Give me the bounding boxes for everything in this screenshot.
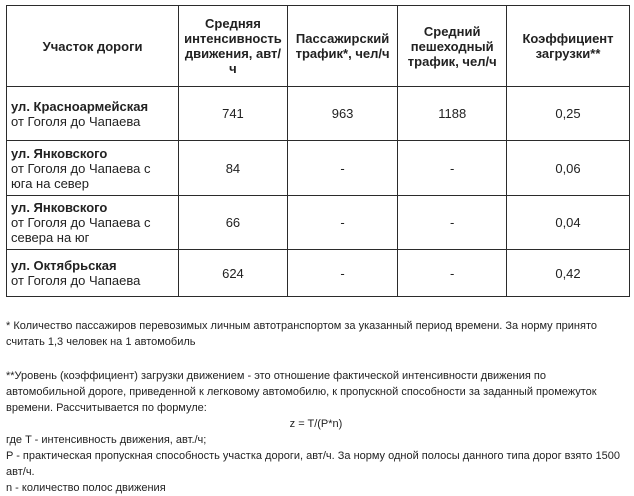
header-section: Участок дороги (7, 6, 179, 87)
header-passenger: Пассажирский трафик*, чел/ч (287, 6, 398, 87)
table-row (7, 141, 630, 196)
footnotes (6, 318, 626, 496)
street-segment: от Гоголя до Чапаева с юга на север (11, 160, 151, 191)
street-name: ул. Красноармейская (11, 98, 149, 114)
load-cell: 0,04 (507, 196, 630, 250)
passenger-cell: - (287, 250, 398, 297)
load-formula: z = T/(P*n) (289, 418, 343, 430)
passenger-footnote-block (6, 318, 626, 350)
pedestrian-cell: 1188 (398, 87, 507, 141)
passenger-cell: - (287, 141, 398, 196)
definition-t: где T - интенсивность движения, авт./ч; (6, 434, 207, 446)
street-name: ул. Октябрьская (11, 258, 117, 273)
pedestrian-cell: - (398, 196, 507, 250)
table-row (7, 87, 630, 141)
passenger-cell: 963 (287, 87, 398, 141)
street-segment: от Гоголя до Чапаева с севера на юг (11, 215, 151, 245)
intensity-cell: 66 (179, 196, 288, 250)
intensity-cell: 741 (179, 87, 288, 141)
table-row (7, 196, 630, 250)
load-cell: 0,06 (507, 141, 630, 196)
load-cell: 0,42 (507, 250, 630, 297)
street-segment: от Гоголя до Чапаева (11, 113, 141, 129)
intensity-cell: 84 (179, 141, 288, 196)
definition-p: P - практическая пропускная способность участка дороги, авт/ч. За норму одной полосы данного типа дорог взято 1500 авт/ч. (6, 450, 620, 478)
table-header-row (7, 6, 630, 87)
load-footnote: **Уровень (коэффициент) загрузки движением - это отношение фактической интенсивности движения по автомобильной дороге, приведенной к легковому автомобилю, к пропускной способности за заданный промежуток времени. Рассчитывается по формуле: (6, 370, 597, 414)
traffic-table-container (6, 5, 630, 297)
passenger-footnote: * Количество пассажиров перевозимых личным автотранспортом за указанный период времени. За норму принято считать 1,3 человек на 1 автомобиль (6, 320, 597, 348)
header-intensity: Средняя интенсивность движения, авт/ч (179, 6, 288, 87)
passenger-cell: - (287, 196, 398, 250)
street-name: ул. Янковского (11, 200, 108, 215)
definition-n: n - количество полос движения (6, 482, 166, 494)
header-pedestrian: Средний пешеходный трафик, чел/ч (398, 6, 507, 87)
table-row (7, 250, 630, 297)
load-footnote-block (6, 368, 626, 496)
header-load: Коэффициент загрузки** (507, 6, 630, 87)
street-name: ул. Янковского (11, 145, 108, 161)
section-cell (7, 250, 179, 297)
load-cell: 0,25 (507, 87, 630, 141)
pedestrian-cell: - (398, 141, 507, 196)
section-cell (7, 196, 179, 250)
intensity-cell: 624 (179, 250, 288, 297)
footnote-spacer (6, 350, 626, 368)
section-cell (7, 87, 179, 141)
section-cell (7, 141, 179, 196)
street-segment: от Гоголя до Чапаева (11, 273, 141, 288)
traffic-table (6, 5, 630, 297)
pedestrian-cell: - (398, 250, 507, 297)
